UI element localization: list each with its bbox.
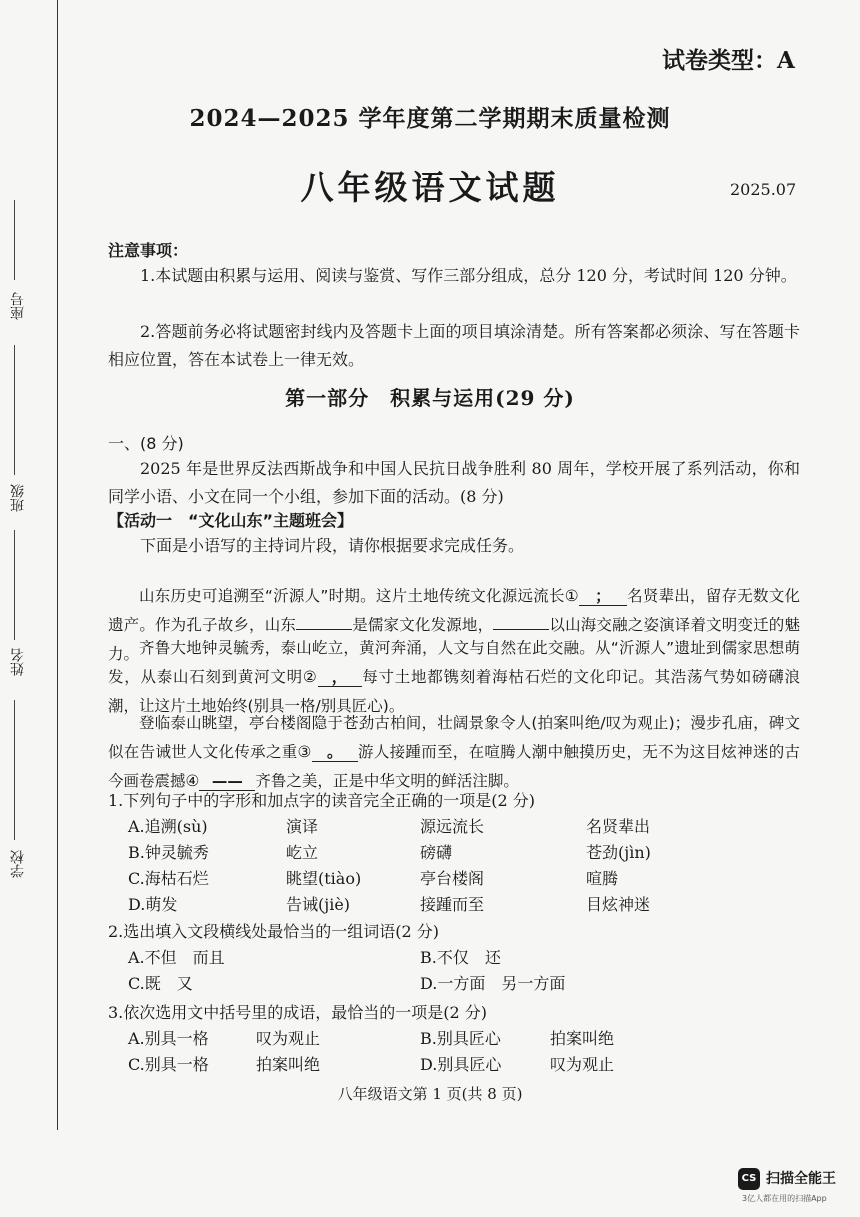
option-cell: 告诫(jiè) (286, 895, 351, 914)
blank-4: —— (199, 772, 255, 791)
page-footer: 八年级语文第 1 页(共 8 页) (337, 1085, 523, 1103)
binding-rule (14, 200, 15, 280)
option-cell: 屹立 (286, 843, 319, 862)
option-a-idiom: 叹为观止 (256, 1029, 321, 1048)
option-d: D.别具匠心 (420, 1055, 502, 1074)
option-row (128, 840, 651, 866)
option-cell: 苍劲(jìn) (586, 843, 651, 862)
camscanner-logo-icon: CS (738, 1168, 760, 1190)
option-cell: D.萌发 (128, 895, 178, 914)
question-2-stem: 2.选出填入文段横线处最恰当的一组词语(2 分) (108, 922, 440, 941)
blank-word-2 (493, 629, 549, 630)
option-c: C.既 又 (128, 974, 193, 993)
option-row (128, 814, 651, 840)
part-heading: 第一部分 积累与运用(29 分) (285, 386, 575, 410)
seat-label: 座号 (10, 292, 26, 320)
option-cell: 接踵而至 (420, 895, 485, 914)
option-cell: 目炫神迷 (586, 895, 651, 914)
scanner-tagline: 3亿人都在用的扫描App (742, 1194, 827, 1203)
question-1-stem: 1.下列句子中的字形和加点字的读音完全正确的一项是(2 分) (108, 791, 536, 810)
option-a: A.不但 而且 (128, 948, 225, 967)
option-d: D.一方面 另一方面 (420, 974, 566, 993)
option-b-idiom: 拍案叫绝 (550, 1029, 615, 1048)
question-2 (108, 919, 565, 997)
scanner-app-name: 扫描全能王 (766, 1171, 836, 1187)
option-cell: A.追溯(sù) (128, 817, 208, 836)
paper-type: 试卷类型：A (662, 47, 795, 74)
activity-title: 【活动一 “文化山东”主题班会】 (108, 511, 354, 530)
option-c-idiom: 拍案叫绝 (256, 1055, 321, 1074)
option-b: B.别具匠心 (420, 1029, 501, 1048)
class-label: 班级 (10, 484, 26, 512)
notice-title: 注意事项： (108, 241, 189, 260)
option-cell: B.钟灵毓秀 (128, 843, 209, 862)
subject-title: 八年级语文试题 (300, 168, 560, 207)
option-cell: C.海枯石烂 (128, 869, 209, 888)
option-cell: 亭台楼阁 (420, 869, 485, 888)
blank-3: 。 (312, 743, 358, 762)
question-1 (108, 788, 651, 918)
passage-paragraph-1: 山东历史可追溯至“沂源人”时期。这片土地传统文化源远流长① ； 名贤辈出，留存无数文化遗产。作为孔子故乡，山东 是儒家文化发源地， 以山海交融之姿演译着文明变迁的魅力。 (108, 587, 800, 663)
option-d-idiom: 叹为观止 (550, 1055, 615, 1074)
exam-date: 2025.07 (730, 180, 797, 199)
name-label: 姓名 (10, 648, 26, 676)
passage-paragraph-2: 齐鲁大地钟灵毓秀，泰山屹立，黄河奔涌，人文与自然在此交融。从“沂源人”遗址到儒家思想萌发，从泰山石刻到黄河文明② ， 每寸土地都镌刻着海枯石烂的文化印记。其浩荡气势如磅礴浪潮，让这片土地始终(别具一格/别具匠心)。 (108, 639, 800, 715)
option-cell: 眺望(tiào) (286, 869, 362, 888)
notice-item-2: 2.答题前务必将试题密封线内及答题卡上面的项目填涂清楚。所有答案都必须涂、写在答题卡相应位置，答在本试卷上一律无效。 (108, 322, 800, 369)
school-label: 学校 (10, 850, 26, 878)
option-cell: 名贤辈出 (586, 817, 651, 836)
option-row (128, 892, 651, 918)
option-cell: 磅礴 (420, 843, 453, 862)
question-1-options (108, 814, 651, 918)
binding-rule (14, 700, 15, 840)
option-row (128, 866, 651, 892)
section-intro: 2025 年是世界反法西斯战争和中国人民抗日战争胜利 80 周年，学校开展了系列活动，你和同学小语、小文在同一个小组，参加下面的活动。(8 分) (108, 459, 800, 506)
binding-rule (14, 530, 15, 640)
option-cell: 演译 (286, 817, 319, 836)
section-title: 一、(8 分) (108, 434, 184, 453)
exam-title: 2024—2025 学年度第二学期期末质量检测 (189, 105, 671, 132)
option-b: B.不仅 还 (420, 948, 501, 967)
option-c: C.别具一格 (128, 1055, 209, 1074)
passage-paragraph-3: 登临泰山眺望，亭台楼阁隐于苍劲古柏间，壮阔景象令人(拍案叫绝/叹为观止)；漫步孔庙，碑文似在告诫世人文化传承之重③ 。 游人接踵而至，在喧腾人潮中触摸历史，无不为这目炫神迷的古今画卷震撼④ —— 齐鲁之美，正是中华文明的鲜活注脚。 (108, 714, 800, 790)
option-cell: 源远流长 (420, 817, 485, 836)
option-cell: 喧腾 (586, 869, 619, 888)
question-3-stem: 3.依次选用文中括号里的成语，最恰当的一项是(2 分) (108, 1003, 488, 1022)
blank-1: ； (579, 587, 627, 606)
blank-word-1 (296, 629, 352, 630)
notice-item-1: 1.本试题由积累与运用、阅读与鉴赏、写作三部分组成，总分 120 分，考试时间 120 分钟。 (140, 266, 797, 285)
option-a: A.别具一格 (128, 1029, 209, 1048)
question-3 (108, 1000, 614, 1078)
blank-2: ， (318, 668, 362, 687)
task-intro: 下面是小语写的主持词片段，请你根据要求完成任务。 (140, 536, 525, 555)
